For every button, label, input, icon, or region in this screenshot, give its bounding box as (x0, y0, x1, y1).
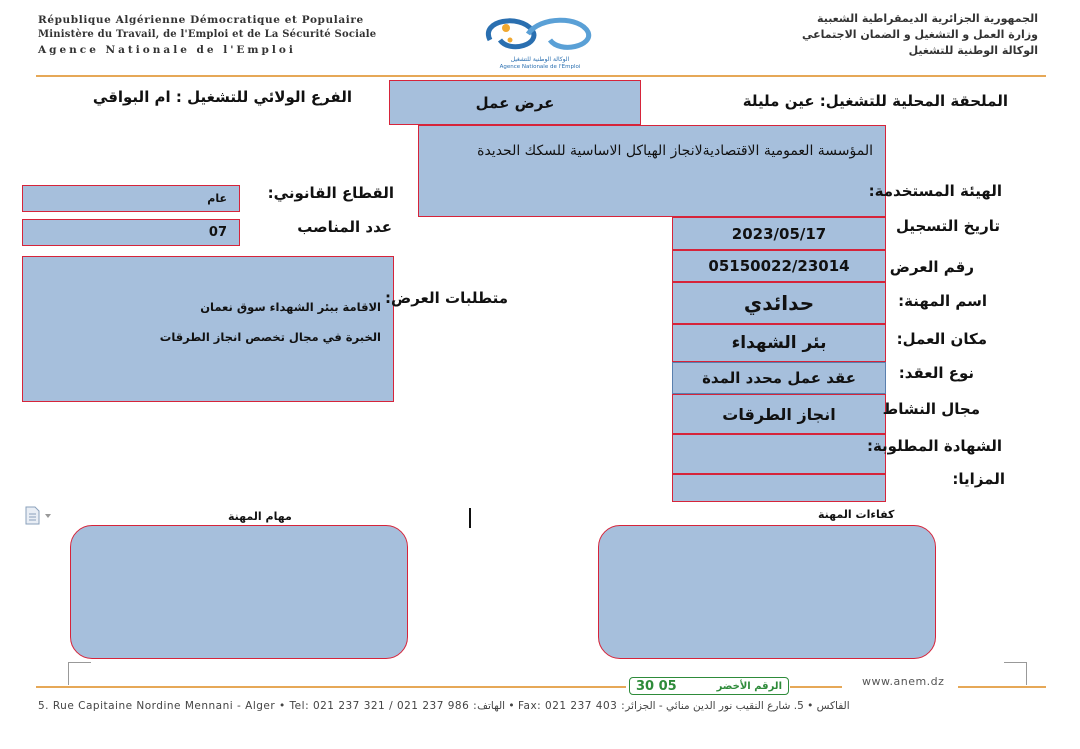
contract-label: نوع العقد: (898, 364, 974, 382)
document-icon[interactable] (24, 506, 54, 526)
skills-box (598, 525, 936, 659)
tasks-box (70, 525, 408, 659)
requirements-label: متطلبات العرض: (385, 289, 508, 307)
footer-rule-mid (790, 686, 842, 688)
header-ar-line3: الوكالة الوطنية للتشغيل (908, 44, 1038, 57)
corner-mark-left (68, 662, 91, 685)
offer-number-label: رقم العرض (889, 258, 974, 276)
legal-sector-box (22, 185, 240, 212)
offer-number-box: 05150022/23014 (672, 250, 886, 282)
corner-mark-right (1004, 662, 1027, 685)
header-fr-line3: Agence Nationale de l'Emploi (38, 44, 296, 56)
activity-box: انجاز الطرقات (672, 394, 886, 434)
requirements-line2: الخبرة في مجال تخصص انجاز الطرقات (159, 330, 381, 344)
green-number-label: الرقم الأخضر (716, 680, 782, 692)
positions-value: 07 (208, 225, 227, 240)
anem-logo (470, 10, 610, 72)
positions-label: عدد المناصب (297, 218, 392, 236)
legal-sector-value: عام (207, 192, 227, 205)
footer-address: 5. Rue Capitaine Nordine Mennani - Alger • Tel: 021 237 321 / 021 237 986 :الهاتف • Fax: 021 237 403 :الفاكس • 5. شارع النقيب نور الدين منائي - الجزائر (38, 700, 850, 712)
registration-date-label: تاريخ التسجيل (895, 217, 1000, 235)
header-fr-line1: République Algérienne Démocratique et Populaire (38, 14, 364, 26)
website: www.anem.dz (862, 675, 945, 688)
legal-sector-label: القطاع القانوني: (267, 184, 394, 202)
activity-label: مجال النشاط (882, 400, 980, 418)
contract-box: عقد عمل محدد المدة (672, 362, 886, 394)
offer-title-box: عرض عمل (389, 80, 641, 125)
footer-rule-right (958, 686, 1046, 688)
employer-box: المؤسسة العمومية الاقتصاديةلانجاز الهياكل الاساسية للسكك الحديدة (418, 125, 886, 217)
benefits-label: المزايا: (952, 470, 1005, 488)
positions-box (22, 219, 240, 246)
header-ar-line1: الجمهورية الجزائرية الديمقراطية الشعبية (817, 12, 1038, 25)
requirements-box (22, 256, 394, 402)
requirements-line1: الاقامة ببئر الشهداء سوق نعمان (200, 300, 381, 314)
workplace-box: بئر الشهداء (672, 324, 886, 362)
local-agency-label: الملحقة المحلية للتشغيل: عين مليلة (742, 92, 1008, 110)
green-number-badge (629, 677, 789, 695)
footer-rule-left (36, 686, 626, 688)
workplace-label: مكان العمل: (896, 330, 987, 348)
wilaya-branch-label: الفرع الولائي للتشغيل : ام البواقي (92, 88, 352, 106)
anem-logo-icon (470, 10, 610, 58)
diploma-label: الشهادة المطلوبة: (866, 437, 1002, 455)
green-number: 30 05 (636, 678, 677, 694)
benefits-box (672, 474, 886, 502)
registration-date-box: 2023/05/17 (672, 217, 886, 250)
tasks-label: مهام المهنة (228, 510, 292, 523)
logo-caption-fr: Agence Nationale de l'Emploi (499, 64, 581, 70)
profession-label: اسم المهنة: (898, 292, 987, 310)
employer-label: الهيئة المستخدمة: (868, 182, 1002, 200)
header-ar-line2: وزارة العمل و التشغيل و الضمان الاجتماعي (802, 28, 1038, 41)
skills-label: كفاءات المهنة (818, 508, 895, 521)
logo-caption-ar: الوكالة الوطنية للتشغيل (510, 56, 570, 63)
header-rule (36, 75, 1046, 77)
text-cursor (469, 508, 471, 528)
profession-box: حدائدي (672, 282, 886, 324)
header-fr-line2: Ministère du Travail, de l'Emploi et de La Sécurité Sociale (38, 29, 377, 40)
diploma-box (672, 434, 886, 474)
